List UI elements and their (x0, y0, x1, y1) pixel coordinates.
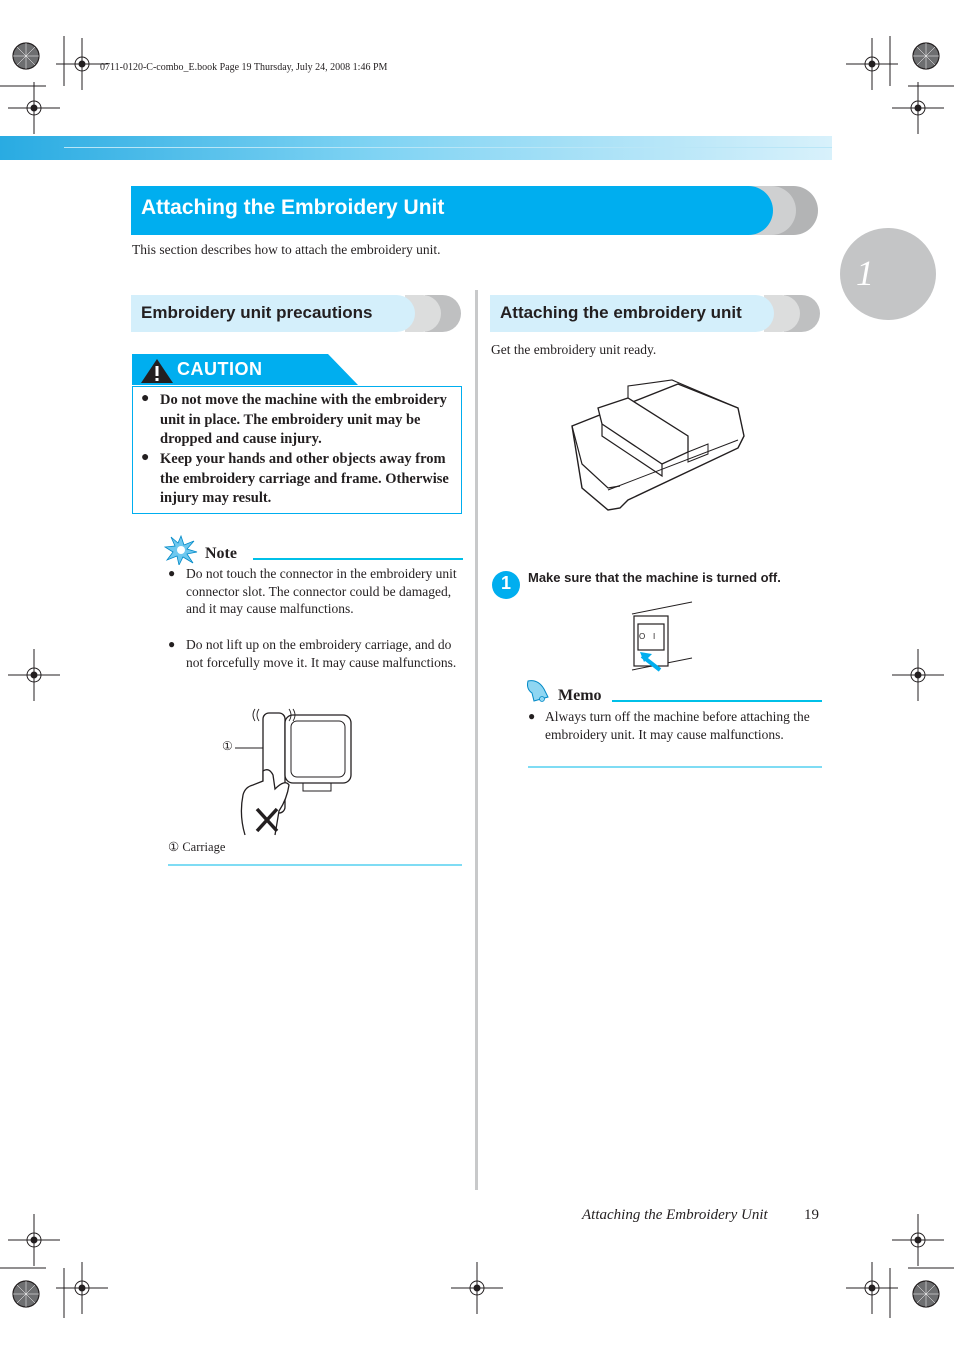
memo-label: Memo (558, 687, 602, 704)
callout-marker: ① (222, 739, 233, 753)
carriage-illustration (215, 705, 365, 840)
switch-label-on: I (653, 632, 656, 641)
note-bottom-rule (168, 864, 462, 866)
page-title: Attaching the Embroidery Unit (141, 196, 445, 219)
caution-item: Do not move the machine with the embroidery unit in place. The embroidery unit may be dropped and cause injury. (160, 392, 447, 447)
intro-text: This section describes how to attach the embroidery unit. (132, 242, 441, 257)
section-heading-attaching: Attaching the embroidery unit (500, 303, 742, 322)
note-rule (253, 558, 463, 560)
step-text: Make sure that the machine is turned off. (528, 570, 781, 585)
callout-caption: ① Carriage (168, 840, 226, 854)
caution-item: Keep your hands and other objects away from the embroidery carriage and frame. Otherwise injury may result. (160, 451, 449, 506)
memo-item: Always turn off the machine before attaching the embroidery unit. It may cause malfunctions. (545, 709, 810, 742)
memo-bottom-rule (528, 766, 822, 768)
memo-rule (612, 700, 822, 702)
section-heading-precautions: Embroidery unit precautions (141, 303, 373, 322)
caution-label: CAUTION (177, 359, 263, 379)
note-star-icon (164, 535, 198, 565)
bullet-icon: ● (528, 709, 536, 723)
chapter-tab (840, 228, 936, 320)
bullet-icon: ● (141, 391, 150, 406)
header-band (0, 136, 832, 160)
bullet-icon: ● (168, 566, 176, 580)
memo-bell-icon (522, 677, 552, 703)
switch-label-off: O (639, 632, 646, 641)
note-item: Do not lift up on the embroidery carriage, and do not forcefully move it. It may cause malfunctions. (186, 637, 457, 670)
column-divider (475, 290, 478, 1190)
ready-text: Get the embroidery unit ready. (491, 342, 657, 357)
note-label: Note (205, 545, 237, 562)
page-number: 19 (804, 1207, 819, 1223)
bullet-icon: ● (141, 450, 150, 465)
file-info: 0711-0120-C-combo_E.book Page 19 Thursday, July 24, 2008 1:46 PM (100, 62, 388, 73)
warning-triangle-icon (140, 358, 174, 384)
note-item: Do not touch the connector in the embroidery unit connector slot. The connector could be damaged, and it may cause malfunctions. (186, 566, 457, 617)
chapter-number: 1 (856, 253, 874, 293)
bullet-icon: ● (168, 637, 176, 651)
embroidery-unit-illustration (568, 378, 748, 516)
step-number: 1 (500, 573, 511, 593)
header-band-line (64, 147, 832, 148)
footer-title: Attaching the Embroidery Unit (582, 1207, 768, 1223)
